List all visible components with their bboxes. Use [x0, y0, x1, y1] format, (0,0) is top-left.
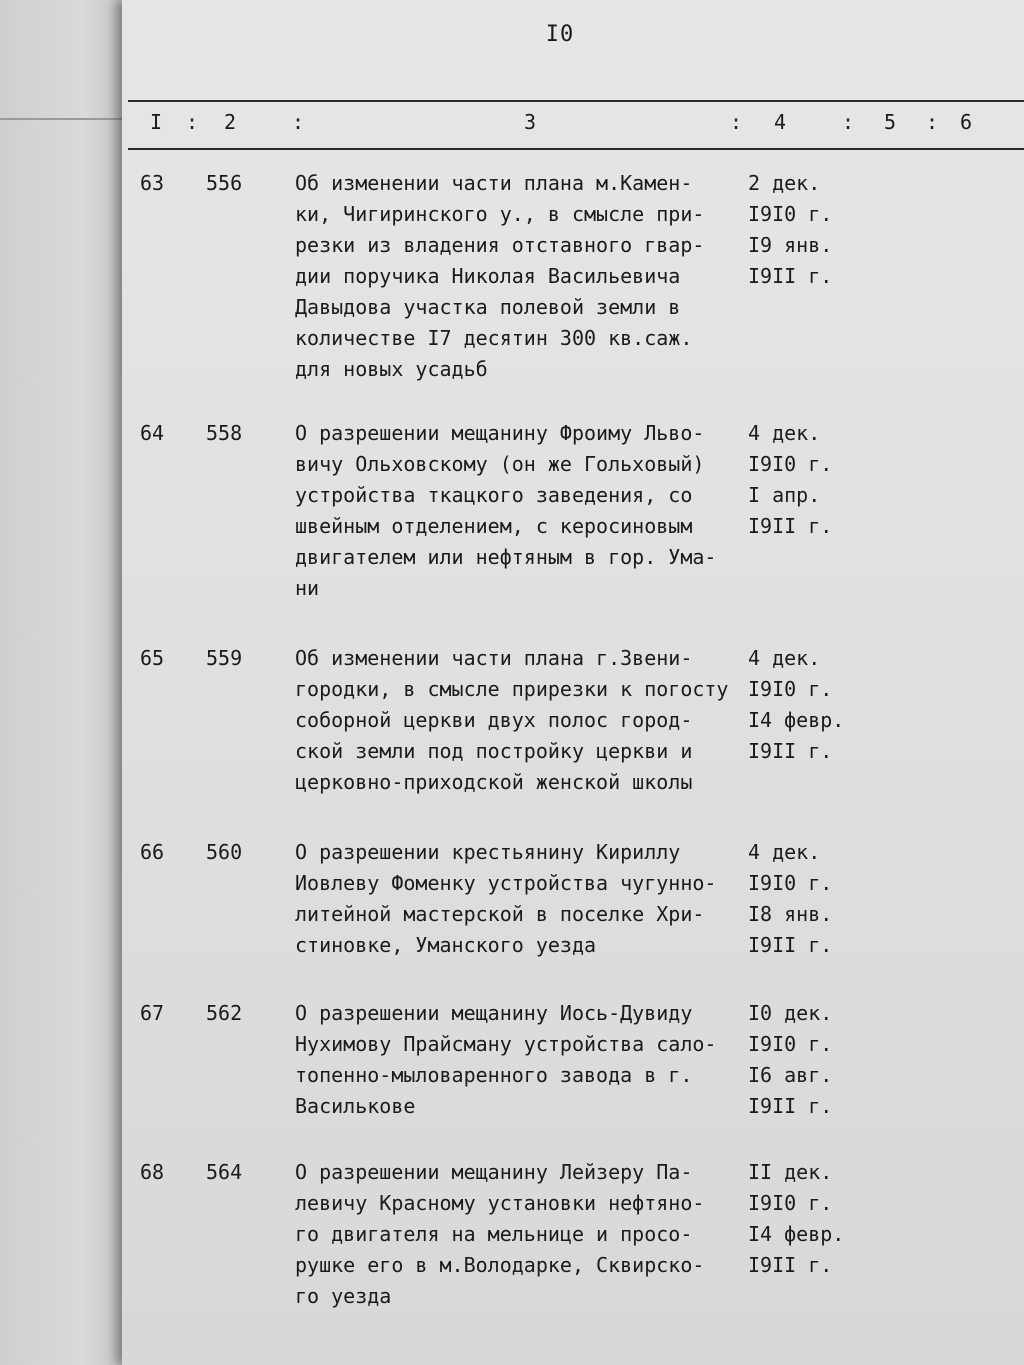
description-line: ни [295, 576, 320, 600]
description-line: рушке его в м.Володарке, Сквирско- [295, 1253, 705, 1277]
header-col-4: 4 [774, 110, 787, 134]
entry-dates [748, 998, 868, 1122]
description-line: го уезда [295, 1284, 392, 1308]
header-bottom-rule [128, 148, 1024, 150]
description-line: ской земли под постройку церкви и [295, 739, 693, 763]
end-year: I9II г. [748, 933, 833, 957]
end-date: I4 февр. [748, 708, 845, 732]
end-year: I9II г. [748, 264, 833, 288]
start-date: I0 дек. [748, 1001, 833, 1025]
start-year: I9I0 г. [748, 1191, 833, 1215]
entry-description [295, 418, 755, 604]
entry-dates [748, 168, 868, 292]
header-col-6: 6 [960, 110, 973, 134]
header-top-rule [128, 100, 1024, 102]
page-number: I0 [545, 22, 575, 47]
entry-dates [748, 1157, 868, 1281]
entry-number: 66 [140, 840, 165, 864]
description-line: Василькове [295, 1094, 416, 1118]
document-number: 560 [206, 840, 243, 864]
description-line: ки, Чигиринского у., в смысле при- [295, 202, 705, 226]
description-line: литейной мастерской в поселке Хри- [295, 902, 705, 926]
header-separator: : [730, 110, 743, 134]
header-separator: : [292, 110, 305, 134]
start-date: II дек. [748, 1160, 833, 1184]
end-date: I8 янв. [748, 902, 833, 926]
description-line: двигателем или нефтяным в гор. Ума- [295, 545, 717, 569]
description-line: О разрешении мещанину Фроиму Льво- [295, 421, 705, 445]
description-line: городки, в смысле прирезки к погосту [295, 677, 729, 701]
description-line: резки из владения отставного гвар- [295, 233, 705, 257]
start-year: I9I0 г. [748, 202, 833, 226]
end-date: I9 янв. [748, 233, 833, 257]
start-year: I9I0 г. [748, 677, 833, 701]
entry-description [295, 1157, 755, 1312]
start-year: I9I0 г. [748, 452, 833, 476]
description-line: дии поручика Николая Васильевича [295, 264, 681, 288]
end-year: I9II г. [748, 739, 833, 763]
description-line: О разрешении мещанину Лейзеру Па- [295, 1160, 693, 1184]
description-line: О разрешении мещанину Иось-Дувиду [295, 1001, 693, 1025]
description-line: О разрешении крестьянину Кириллу [295, 840, 681, 864]
header-separator: : [926, 110, 939, 134]
description-line: стиновке, Уманского уезда [295, 933, 597, 957]
description-line: Об изменении части плана г.Звени- [295, 646, 693, 670]
end-date: I апр. [748, 483, 821, 507]
document-number: 556 [206, 171, 243, 195]
underlying-page [0, 0, 140, 1365]
table-header [0, 106, 1024, 146]
entry-description [295, 643, 755, 798]
start-year: I9I0 г. [748, 1032, 833, 1056]
entry-number: 67 [140, 1001, 165, 1025]
entry-number: 63 [140, 171, 165, 195]
description-line: Нухимову Прайсману устройства сало- [295, 1032, 717, 1056]
start-year: I9I0 г. [748, 871, 833, 895]
description-line: количестве I7 десятин 300 кв.саж. [295, 326, 693, 350]
entry-dates [748, 837, 868, 961]
document-number: 562 [206, 1001, 243, 1025]
entry-description [295, 168, 755, 385]
description-line: Об изменении части плана м.Камен- [295, 171, 693, 195]
description-line: устройства ткацкого заведения, со [295, 483, 693, 507]
header-separator: : [186, 110, 199, 134]
entry-description [295, 998, 755, 1122]
entry-dates [748, 418, 868, 542]
description-line: левичу Красному установки нефтяно- [295, 1191, 705, 1215]
entry-description [295, 837, 755, 961]
description-line: соборной церкви двух полос город- [295, 708, 693, 732]
document-number: 564 [206, 1160, 243, 1184]
description-line: вичу Ольховскому (он же Гольховый) [295, 452, 705, 476]
start-date: 2 дек. [748, 171, 821, 195]
description-line: го двигателя на мельнице и просо- [295, 1222, 693, 1246]
description-line: швейным отделением, с керосиновым [295, 514, 693, 538]
entry-number: 64 [140, 421, 165, 445]
entry-number: 68 [140, 1160, 165, 1184]
description-line: Иовлеву Фоменку устройства чугунно- [295, 871, 717, 895]
start-date: 4 дек. [748, 421, 821, 445]
description-line: для новых усадьб [295, 357, 488, 381]
header-separator: : [842, 110, 855, 134]
start-date: 4 дек. [748, 840, 821, 864]
description-line: топенно-мыловаренного завода в г. [295, 1063, 693, 1087]
description-line: церковно-приходской женской школы [295, 770, 693, 794]
end-date: I4 февр. [748, 1222, 845, 1246]
header-col-5: 5 [884, 110, 897, 134]
entry-dates [748, 643, 868, 767]
end-date: I6 авг. [748, 1063, 833, 1087]
start-date: 4 дек. [748, 646, 821, 670]
document-number: 558 [206, 421, 243, 445]
end-year: I9II г. [748, 1253, 833, 1277]
entry-number: 65 [140, 646, 165, 670]
header-col-2: 2 [224, 110, 237, 134]
header-col-3: 3 [524, 110, 537, 134]
document-number: 559 [206, 646, 243, 670]
description-line: Давыдова участка полевой земли в [295, 295, 681, 319]
header-col-1: I [150, 110, 163, 134]
end-year: I9II г. [748, 1094, 833, 1118]
end-year: I9II г. [748, 514, 833, 538]
